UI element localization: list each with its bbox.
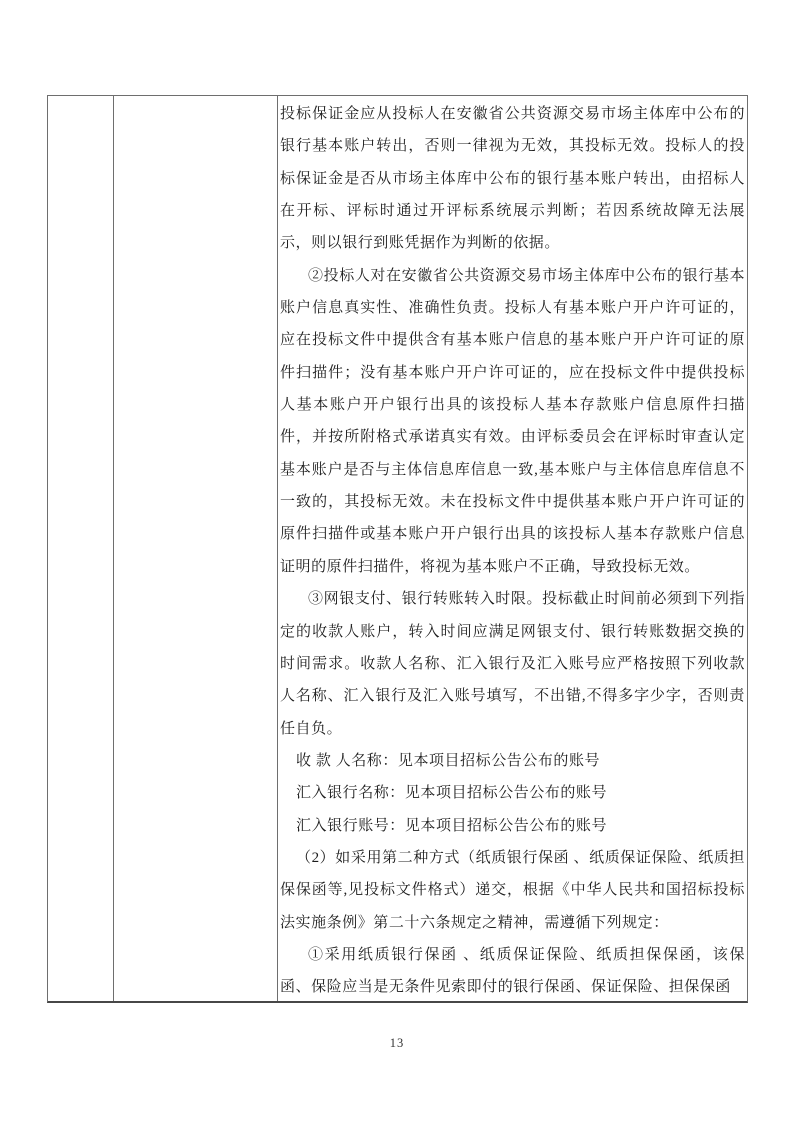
paragraph-basic-account-info: ②投标人对在安徽省公共资源交易市场主体库中公布的银行基本账户信息真实性、准确性负责。投标人有基本账户开户许可证的，应在投标文件中提供含有基本账户信息的基本账户开户许可证的原件扫描件；没有基本账户开户许可证的，应在投标文件中提供投标人基本账户开户银行出具的该投标人基本存款账户信息原件扫描件，并按所附格式承诺真实有效。由评标委员会在评标时审查认定基本账户是否与主体信息库信息一致,基本账户与主体信息库信息不一致的，其投标无效。未在投标文件中提供基本账户开户许可证的原件扫描件或基本账户开户银行出具的该投标人基本存款账户信息证明的原件扫描件，将视为基本账户不正确，导致投标无效。 [280, 267, 745, 575]
table-cell-content [278, 96, 747, 1001]
table-cell-item [114, 96, 278, 1001]
line-remit-bank-name: 汇入银行名称：见本项目招标公告公布的账号 [296, 785, 608, 802]
table-cell-serial [48, 96, 114, 1001]
paragraph-deposit-transfer-rule: 投标保证金应从投标人在安徽省公共资源交易市场主体库中公布的银行基本账户转出，否则一律视为无效，其投标无效。投标人的投标保证金是否从市场主体库中公布的银行基本账户转出，由招标人在开标、评标时通过开评标系统展示判断；若因系统故障无法展示，则以银行到账凭据作为判断的依据。 [280, 106, 745, 252]
page-footer [0, 1036, 794, 1051]
paragraph-transfer-deadline: ③网银支付、银行转账转入时限。投标截止时间前必须到下列指定的收款人账户，转入时间应满足网银支付、银行转账数据交换的时间需求。收款人名称、汇入银行及汇入账号应严格按照下列收款人名称、汇入银行及汇入账号填写，不出错,不得多字少字，否则责任自负。 [280, 591, 745, 737]
line-payee-name: 收 款 人名称：见本项目招标公告公布的账号 [296, 752, 601, 769]
paragraph-second-method: （2）如采用第二种方式（纸质银行保函 、纸质保证保险、纸质担保保函等,见投标文件格式）递交，根据《中华人民共和国招标投标法实施条例》第二十六条规定之精神，需遵循下列规定： [280, 849, 745, 931]
page-number: 13 [389, 1036, 405, 1050]
bid-rules-table [47, 95, 748, 1003]
paragraph-paper-guarantee: ①采用纸质银行保函 、纸质保证保险、纸质担保保函，该保函、保险应当是无条件见索即付的银行保函、保证保险、担保保函 [280, 946, 745, 996]
line-remit-bank-account: 汇入银行账号：见本项目招标公告公布的账号 [296, 817, 608, 834]
